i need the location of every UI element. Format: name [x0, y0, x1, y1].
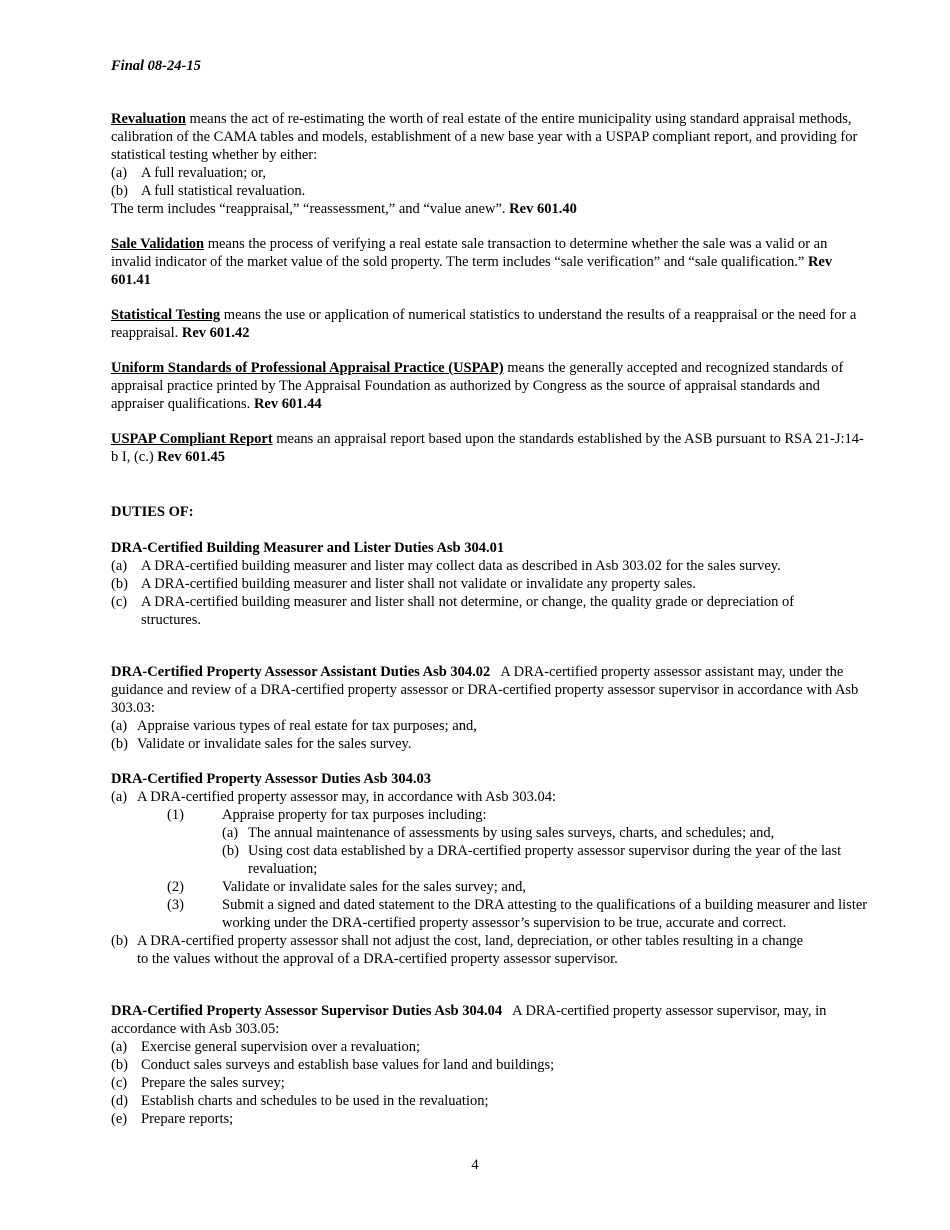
- definition-revaluation: [111, 110, 871, 218]
- rule-reference: Rev 601.44: [253, 396, 322, 412]
- numbered-item: [167, 806, 871, 824]
- duties-heading: DRA-Certified Property Assessor Assistant Duties Asb 304.02: [111, 664, 491, 680]
- list-text: A full statistical revaluation.: [141, 183, 306, 199]
- list-text: A DRA-certified building measurer and lister shall not validate or invalidate any property sales.: [141, 576, 696, 592]
- definition-text: means the process of verifying a real estate sale transaction to determine whether the sale was a valid or an invalid indicator of the market value of the sold property. The term includes “sale verification” and “sale qualification.”: [111, 236, 828, 270]
- definition-term: Statistical Testing: [111, 307, 221, 323]
- list-label: (c): [111, 1075, 128, 1091]
- page-number: 4: [471, 1157, 479, 1173]
- duties-heading: DRA-Certified Property Assessor Duties Asb 304.03: [111, 771, 432, 787]
- definition-tail: [111, 200, 871, 218]
- list-text: Validate or invalidate sales for the sales survey.: [137, 736, 412, 752]
- list-text: A full revaluation; or,: [141, 165, 267, 181]
- definition-text: means the generally accepted and recognized standards of appraisal practice printed by The Appraisal Foundation as authorized by Congress as the source of appraisal standards and appraiser qualifications.: [111, 360, 844, 412]
- list-text: Prepare reports;: [141, 1111, 234, 1127]
- list-text: A DRA-certified property assessor shall not adjust the cost, land, depreciation, or other tables resulting in a change to the values without the approval of a DRA-certified property assessor supervisor.: [137, 933, 804, 967]
- sub-item: [222, 824, 871, 842]
- list-label: (a): [111, 558, 128, 574]
- list-label: (b): [111, 1057, 128, 1073]
- duties-assessor: [111, 770, 871, 968]
- definition-sale-validation: [111, 235, 871, 289]
- definition-term: Revaluation: [111, 111, 186, 127]
- list-item: [111, 1092, 871, 1110]
- definition-term: USPAP Compliant Report: [111, 431, 273, 447]
- item-text: The annual maintenance of assessments by using sales surveys, charts, and schedules; and,: [248, 825, 775, 841]
- duties-measurer: [111, 539, 871, 629]
- definition-statistical-testing: [111, 306, 871, 342]
- list-text: A DRA-certified building measurer and lister may collect data as described in Asb 303.02 for the sales survey.: [141, 558, 781, 574]
- section-heading: DUTIES OF:: [111, 504, 194, 520]
- list-text: A DRA-certified property assessor may, in accordance with Asb 303.04:: [137, 789, 557, 805]
- list-label: (b): [111, 183, 128, 199]
- list-text: Conduct sales surveys and establish base values for land and buildings;: [141, 1057, 555, 1073]
- item-text: Submit a signed and dated statement to the DRA attesting to the qualifications of a building measurer and lister working under the DRA-certified property assessor’s supervision to be true, accurate and correct.: [222, 897, 868, 931]
- definition-text: means the act of re-estimating the worth of real estate of the entire municipality using standard appraisal methods, calibration of the CAMA tables and models, establishment of a new base year with a USPAP compliant report, and providing for statistical testing whether by either:: [111, 111, 858, 163]
- definition-text: means the use or application of numerical statistics to understand the results of a reappraisal or the need for a reappraisal.: [111, 307, 857, 341]
- list-item: [111, 182, 871, 200]
- list-label: (b): [222, 843, 239, 859]
- list-item: [111, 575, 871, 593]
- list-item: [111, 557, 871, 575]
- item-number: (2): [167, 879, 184, 895]
- list-text: Establish charts and schedules to be used in the revaluation;: [141, 1093, 489, 1109]
- duties-assistant: [111, 663, 871, 753]
- list-label: (d): [111, 1093, 128, 1109]
- duties-heading: DRA-Certified Building Measurer and Lister Duties Asb 304.01: [111, 540, 505, 556]
- definition-text: The term includes “reappraisal,” “reassessment,” and “value anew”.: [111, 201, 510, 217]
- list-text: Prepare the sales survey;: [141, 1075, 285, 1091]
- rule-reference: Rev 601.41: [111, 254, 833, 288]
- list-item: [111, 1056, 871, 1074]
- item-number: (3): [167, 897, 184, 913]
- duties-text: A DRA-certified property assessor assistant may, under the guidance and review of a DRA-certified property assessor or DRA-certified property assessor supervisor in accordance with Asb 303.03:: [111, 664, 862, 716]
- list-item: [111, 932, 871, 968]
- numbered-item: [167, 878, 871, 896]
- item-text: Appraise property for tax purposes including:: [222, 807, 487, 823]
- item-text: Validate or invalidate sales for the sales survey; and,: [222, 879, 526, 895]
- list-label: (b): [111, 576, 128, 592]
- list-item: [111, 1074, 871, 1092]
- list-label: (a): [111, 718, 128, 734]
- rule-reference: Rev 601.45: [157, 449, 225, 465]
- list-item: [111, 1110, 871, 1128]
- list-label: (a): [111, 789, 128, 805]
- document-header: Final 08-24-15: [111, 58, 201, 74]
- definition-uspap: [111, 359, 871, 413]
- list-item: [111, 1038, 871, 1056]
- definition-text: means an appraisal report based upon the standards established by the ASB pursuant to RSA 21-J:14-b I, (c.): [111, 431, 864, 465]
- list-label: (b): [111, 736, 128, 752]
- rule-reference: Rev 601.40: [509, 201, 577, 217]
- duties-paragraph: [111, 1002, 871, 1038]
- list-text: Exercise general supervision over a revaluation;: [141, 1039, 421, 1055]
- duties-text: A DRA-certified property assessor supervisor, may, in accordance with Asb 303.05:: [111, 1003, 830, 1037]
- list-item: [111, 717, 871, 735]
- numbered-item: [167, 896, 871, 932]
- list-item: [111, 593, 871, 629]
- list-text: Appraise various types of real estate for tax purposes; and,: [137, 718, 477, 734]
- definition-paragraph: [111, 110, 871, 164]
- list-label: (a): [111, 165, 128, 181]
- list-item: [111, 735, 871, 753]
- list-label: (e): [111, 1111, 128, 1127]
- item-text: Using cost data established by a DRA-certified property assessor supervisor during the year of the last revaluation;: [248, 843, 842, 877]
- duties-paragraph: [111, 663, 871, 717]
- rule-reference: Rev 601.42: [181, 325, 250, 341]
- list-text: A DRA-certified building measurer and lister shall not determine, or change, the quality grade or depreciation of structures.: [141, 594, 795, 628]
- list-item: [111, 164, 871, 182]
- list-item: [111, 788, 871, 806]
- duties-heading: DRA-Certified Property Assessor Supervisor Duties Asb 304.04: [111, 1003, 503, 1019]
- list-label: (a): [222, 825, 239, 841]
- list-label: (c): [111, 594, 128, 610]
- list-label: (a): [111, 1039, 128, 1055]
- list-label: (b): [111, 933, 128, 949]
- definition-term: Sale Validation: [111, 236, 205, 252]
- definition-term: Uniform Standards of Professional Appraisal Practice (USPAP): [111, 360, 504, 376]
- definition-uspap-report: [111, 430, 871, 466]
- sub-item: [222, 842, 871, 878]
- duties-supervisor: [111, 1002, 871, 1128]
- item-number: (1): [167, 807, 184, 823]
